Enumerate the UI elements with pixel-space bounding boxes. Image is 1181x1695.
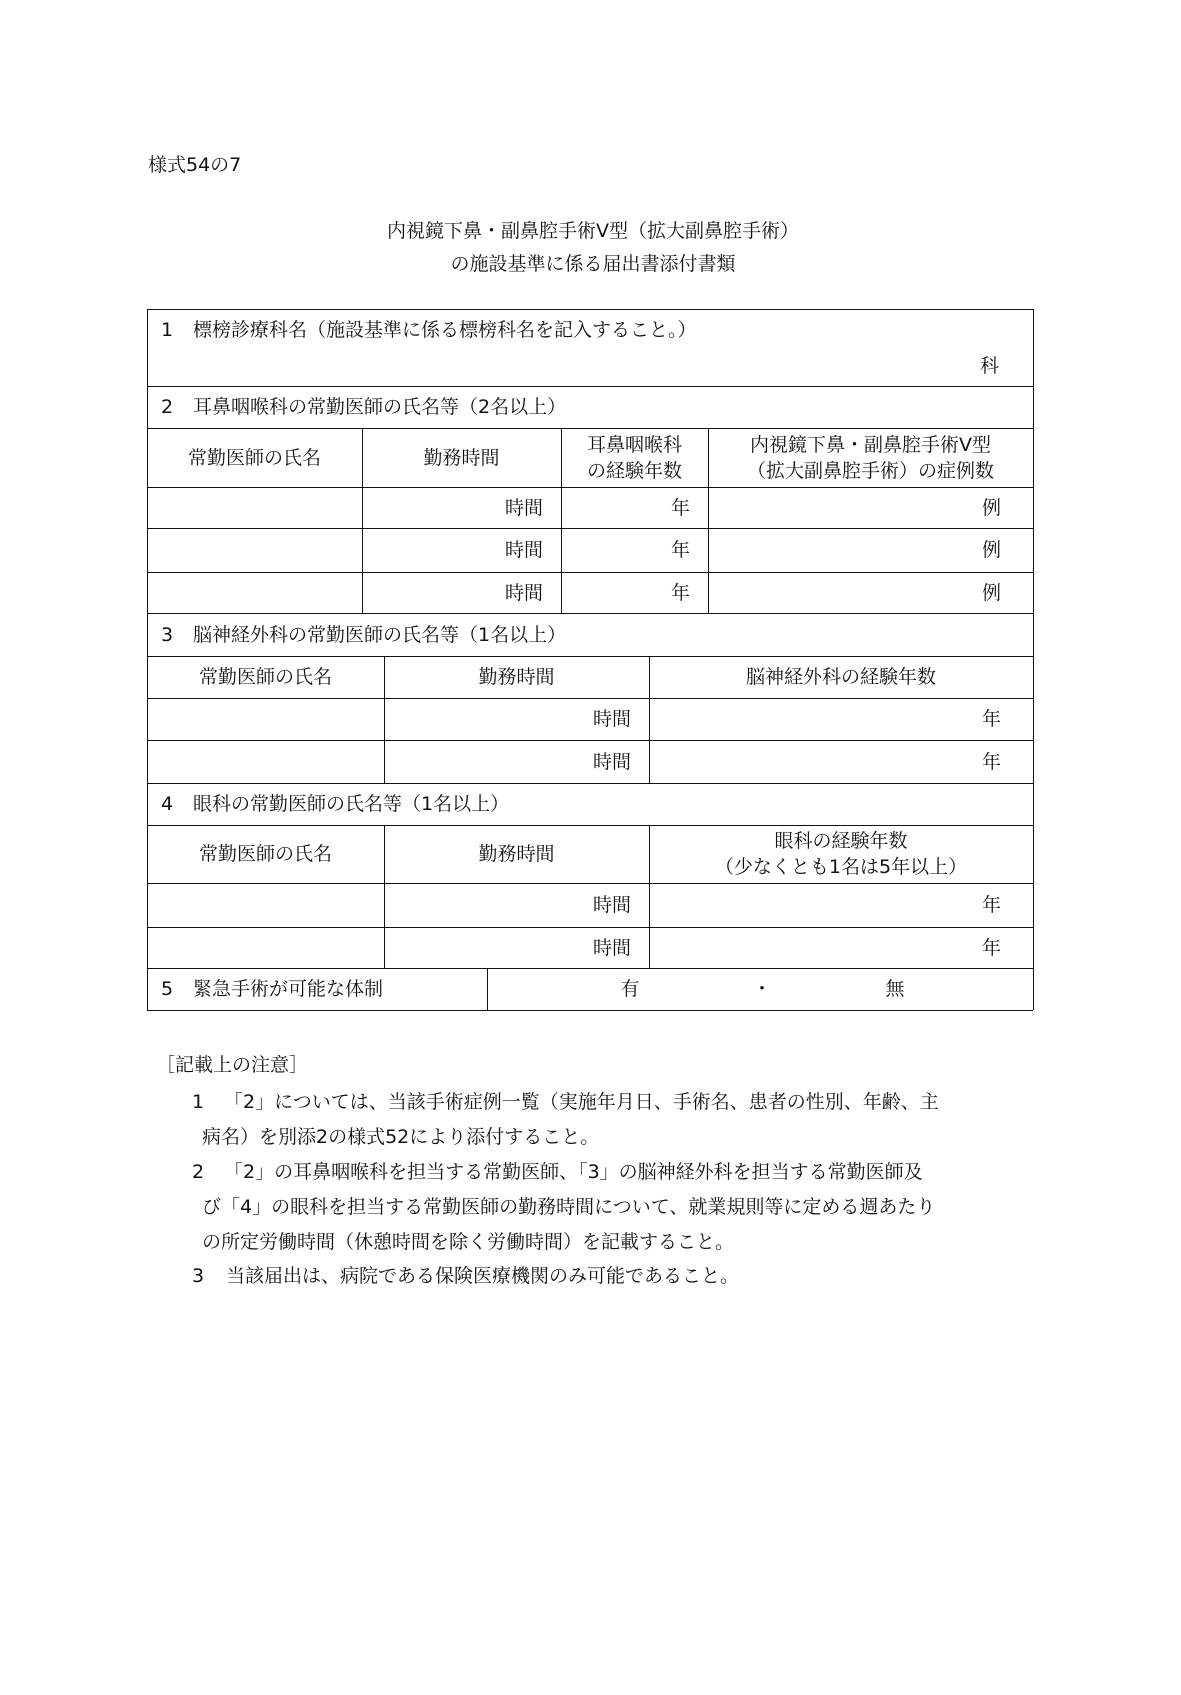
ophthalmology-experience-years-field[interactable]: [649, 927, 1033, 968]
section3-heading: [147, 613, 1033, 656]
ent-doctor-name-field[interactable]: [147, 487, 362, 528]
ent-work-hours-field[interactable]: [362, 572, 561, 613]
section-number: 1: [161, 319, 174, 341]
unit-label: 時間: [504, 581, 543, 604]
note-3-number: 3: [192, 1265, 205, 1287]
surgery-cases-field[interactable]: [708, 528, 1033, 572]
note-2-number: 2: [192, 1161, 205, 1183]
section-number: 4: [161, 793, 174, 815]
unit-label: 年: [981, 750, 1001, 773]
section1-label: 標榜診療科名（施設基準に係る標榜科名を記入すること。）: [193, 319, 697, 341]
ent-experience-years-field[interactable]: [561, 528, 708, 572]
option-separator: ・: [752, 978, 772, 1000]
note-3-line1: 当該届出は、病院である保険医療機関のみ可能であること。: [226, 1265, 740, 1287]
neurosurgery-experience-years-field[interactable]: [649, 698, 1033, 740]
col-header-neurosurgery-experience: 脳神経外科の経験年数: [745, 666, 936, 688]
note-1-line2: 病名）を別添2の様式52により添付すること。: [202, 1126, 600, 1148]
unit-label: 時間: [592, 936, 631, 959]
ophthalmology-doctor-name-field[interactable]: [147, 883, 384, 927]
note-1-number: 1: [192, 1091, 205, 1113]
department-unit: 科: [979, 355, 999, 377]
table-border-bottom: [147, 1010, 1033, 1011]
unit-label: 例: [981, 539, 1001, 561]
surgery-cases-field[interactable]: [708, 487, 1033, 528]
header-line: 眼科の経験年数: [774, 830, 908, 852]
section5-label: 緊急手術が可能な体制: [193, 978, 384, 1000]
ent-work-hours-field[interactable]: [362, 487, 561, 528]
neurosurgery-work-hours-field[interactable]: [384, 698, 649, 740]
ophthalmology-experience-years-field[interactable]: [649, 883, 1033, 927]
form-id: 様式54の7: [148, 154, 242, 176]
unit-label: 時間: [592, 708, 631, 730]
ent-doctor-name-field[interactable]: [147, 528, 362, 572]
ophthalmology-work-hours-field[interactable]: [384, 927, 649, 968]
unit-label: 年: [670, 581, 690, 604]
ophthalmology-doctor-name-field[interactable]: [147, 927, 384, 968]
section3-label: 脳神経外科の常勤医師の氏名等（1名以上）: [193, 623, 567, 646]
header-line: の経験年数: [586, 459, 682, 482]
unit-label: 年: [981, 708, 1001, 730]
section-number: 3: [161, 623, 174, 646]
note-2-line2: び「4」の眼科を担当する常勤医師の勤務時間について、就業規則等に定める週あたり: [202, 1196, 936, 1218]
unit-label: 例: [981, 496, 1001, 519]
section-number: 2: [161, 396, 174, 418]
section2-label: 耳鼻咽喉科の常勤医師の氏名等（2名以上）: [193, 396, 567, 418]
notes-heading: ［記載上の注意］: [156, 1054, 309, 1076]
section1-heading: [147, 309, 1033, 351]
unit-label: 年: [670, 496, 690, 519]
neurosurgery-work-hours-field[interactable]: [384, 740, 649, 783]
unit-label: 年: [981, 894, 1001, 916]
section5-heading: [147, 968, 487, 1010]
section2-heading: [147, 386, 1033, 428]
option-no[interactable]: 無: [885, 978, 905, 1000]
header-line: （少なくとも1名は5年以上）: [714, 856, 968, 878]
ent-experience-years-field[interactable]: [561, 487, 708, 528]
col-header-doctor-name: 常勤医師の氏名: [187, 446, 321, 469]
unit-label: 時間: [504, 496, 543, 519]
ent-experience-years-field[interactable]: [561, 572, 708, 613]
note-2-line1: 「2」の耳鼻咽喉科を担当する常勤医師、「3」の脳神経外科を担当する常勤医師及: [224, 1161, 923, 1183]
col-header-work-hours: 勤務時間: [423, 446, 500, 469]
unit-label: 年: [981, 936, 1001, 959]
note-2-line3: の所定労働時間（休憩時間を除く労働時間）を記載すること。: [202, 1231, 735, 1253]
ent-work-hours-field[interactable]: [362, 528, 561, 572]
header-line: 内視鏡下鼻・副鼻腔手術V型: [750, 433, 991, 456]
unit-label: 年: [670, 539, 690, 561]
table-border-right: [1033, 309, 1034, 1010]
department-name-field[interactable]: [147, 346, 1033, 386]
ophthalmology-work-hours-field[interactable]: [384, 883, 649, 927]
col-header-ent-experience: [561, 428, 708, 487]
document-title-line2: の施設基準に係る届出書添付書類: [450, 253, 736, 275]
section4-heading: [147, 783, 1033, 825]
unit-label: 例: [981, 581, 1001, 604]
section-number: 5: [161, 978, 174, 1000]
note-1-line1: 「2」については、当該手術症例一覧（実施年月日、手術名、患者の性別、年齢、主: [224, 1091, 939, 1113]
header-line: （拡大副鼻腔手術）の症例数: [746, 459, 994, 482]
col-header-ophthalmology-experience: [649, 825, 1033, 883]
neurosurgery-doctor-name-field[interactable]: [147, 740, 384, 783]
col-header-surgery-cases: [708, 428, 1033, 487]
neurosurgery-experience-years-field[interactable]: [649, 740, 1033, 783]
col-header-doctor-name: 常勤医師の氏名: [198, 843, 332, 865]
unit-label: 時間: [592, 894, 631, 916]
ent-doctor-name-field[interactable]: [147, 572, 362, 613]
col-header-work-hours: 勤務時間: [478, 666, 555, 688]
option-yes[interactable]: 有: [620, 978, 640, 1000]
section4-label: 眼科の常勤医師の氏名等（1名以上）: [193, 793, 510, 815]
document-title-line1: 内視鏡下鼻・副鼻腔手術V型（拡大副鼻腔手術）: [387, 220, 799, 242]
header-line: 耳鼻咽喉科: [586, 433, 682, 456]
col-header-work-hours: 勤務時間: [478, 843, 555, 865]
unit-label: 時間: [592, 750, 631, 773]
column-divider: [487, 968, 488, 1010]
neurosurgery-doctor-name-field[interactable]: [147, 698, 384, 740]
surgery-cases-field[interactable]: [708, 572, 1033, 613]
unit-label: 時間: [504, 539, 543, 561]
col-header-doctor-name: 常勤医師の氏名: [198, 666, 332, 688]
